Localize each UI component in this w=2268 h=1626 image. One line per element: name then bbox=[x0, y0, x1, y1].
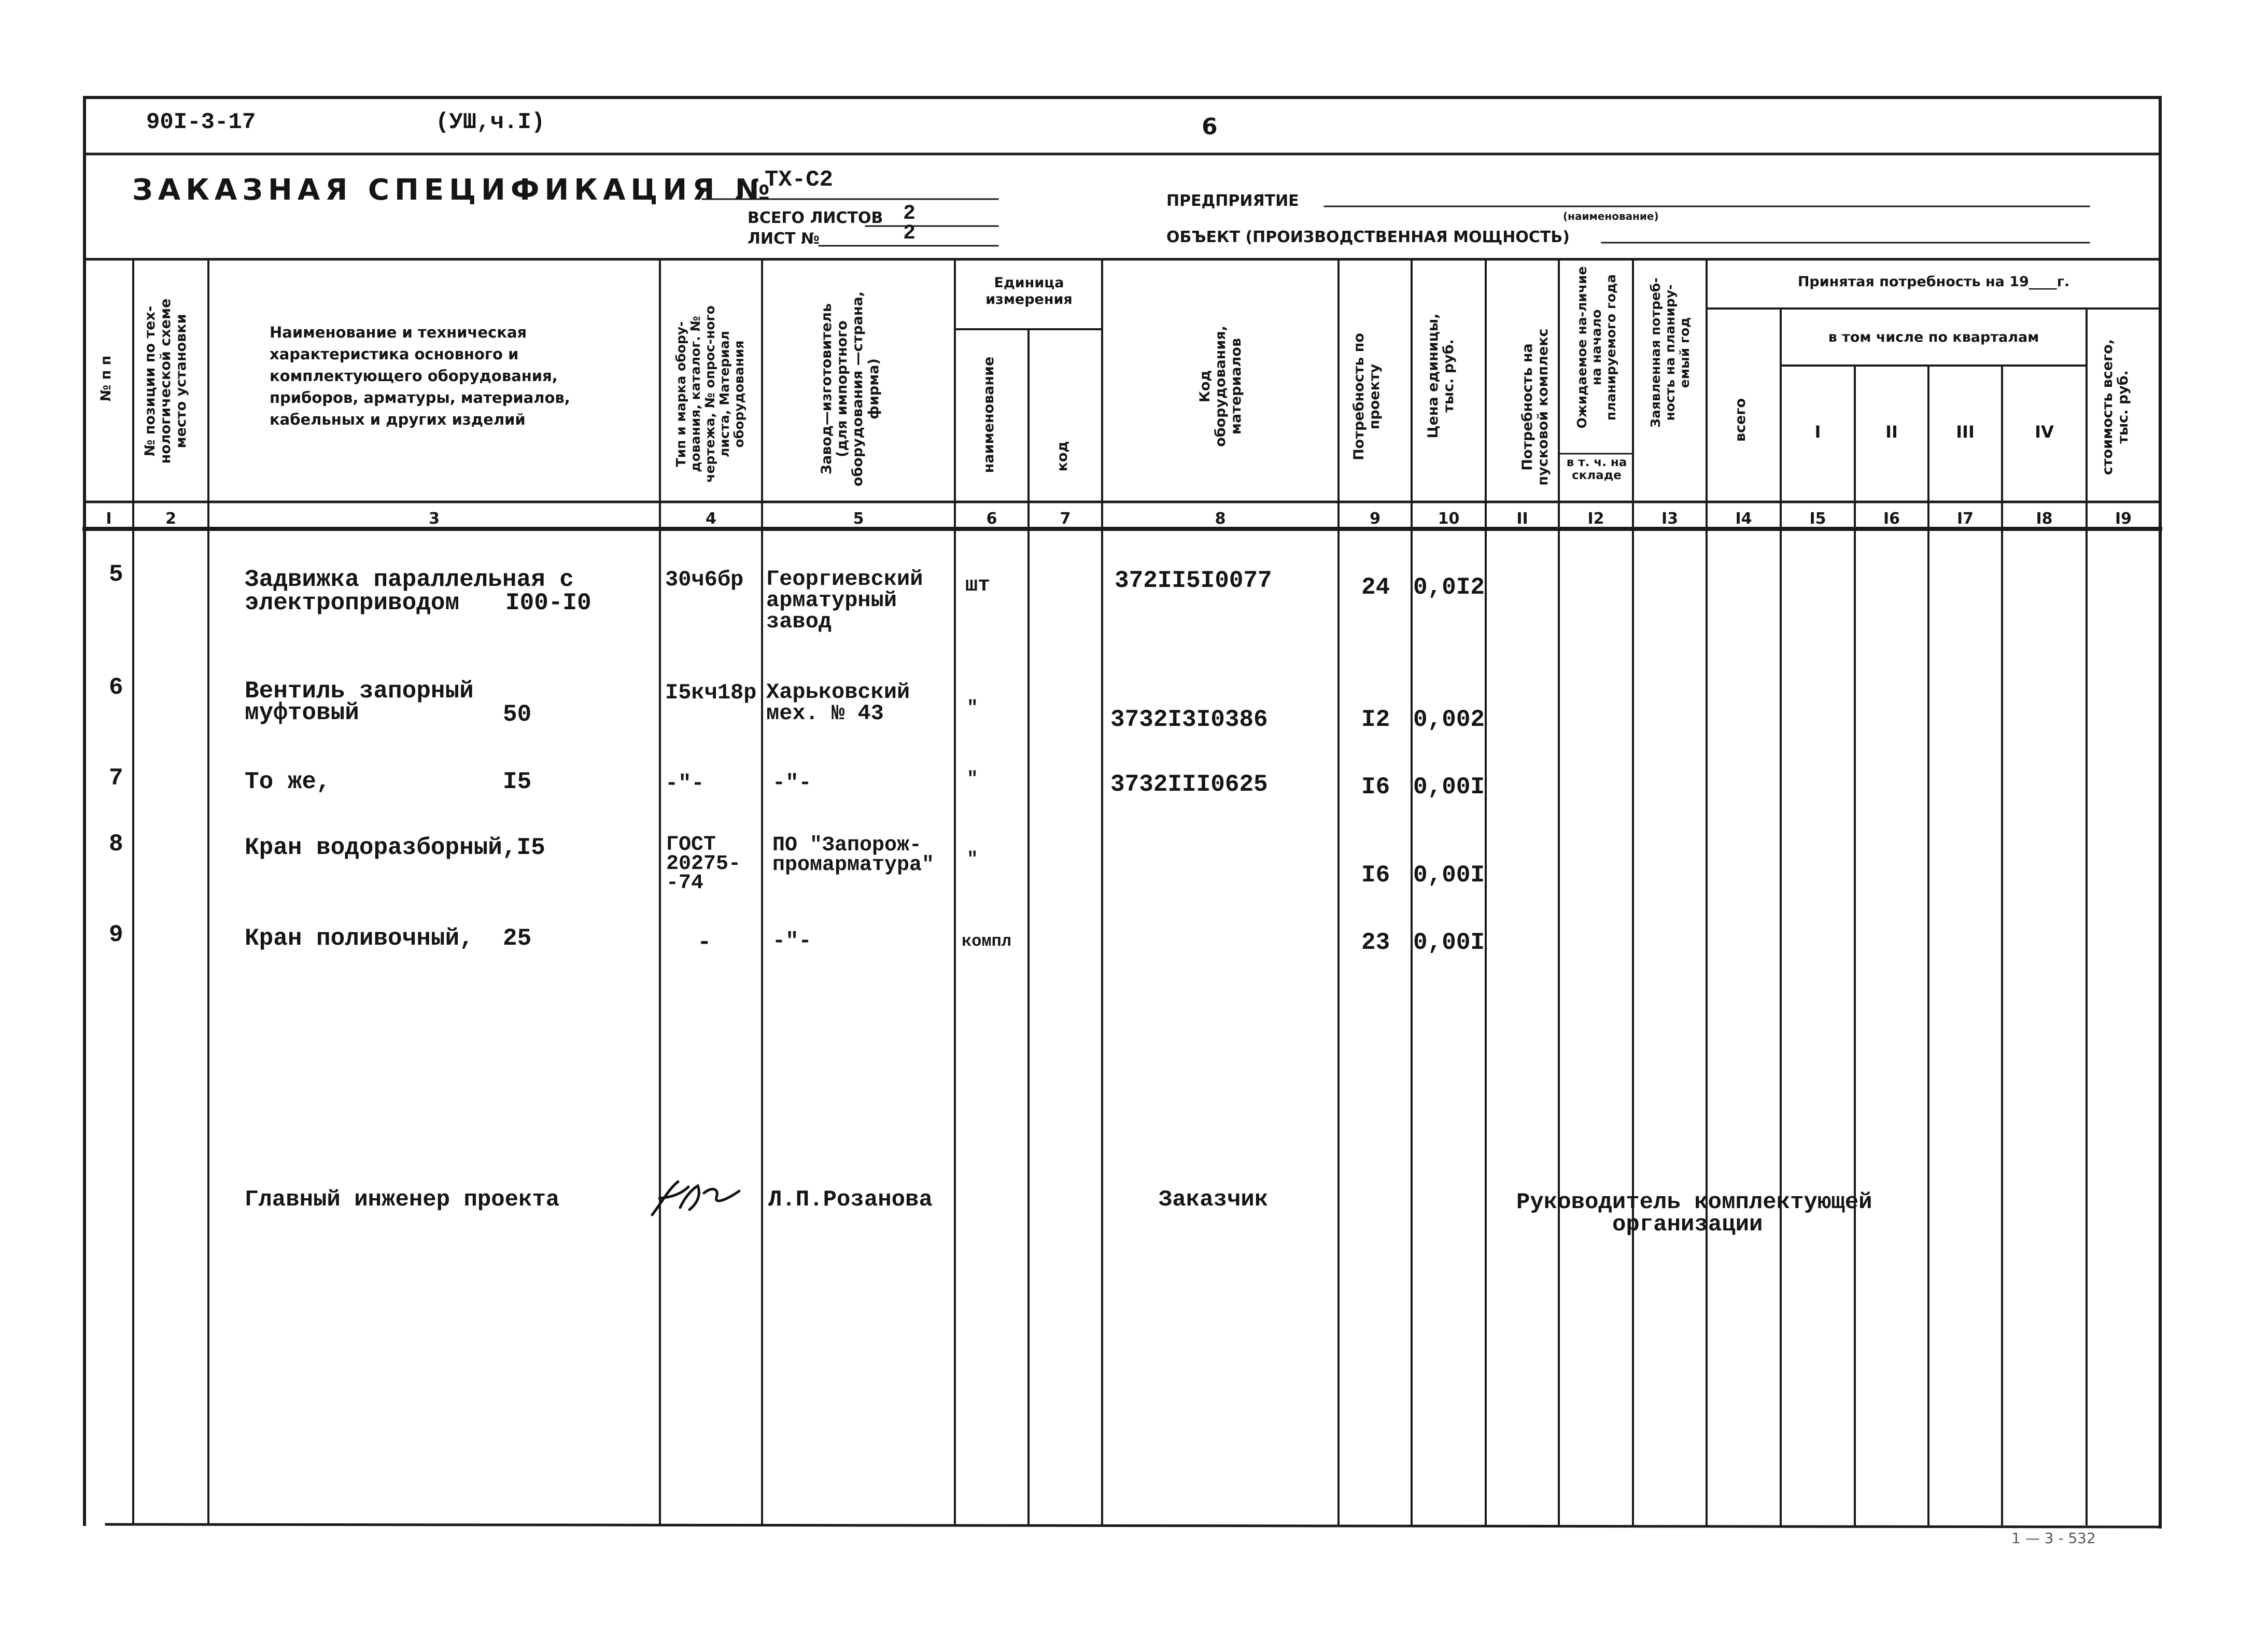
item-unit-price: 0,0I2 bbox=[1413, 574, 1485, 601]
column-number: 6 bbox=[986, 510, 997, 528]
enterprise-label: ПРЕДПРИЯТИЕ bbox=[1166, 192, 1299, 210]
item-unit: " bbox=[967, 768, 978, 790]
item-size: 50 bbox=[503, 701, 532, 728]
item-size: I00-I0 bbox=[505, 590, 591, 616]
item-equipment-code: 3732III0625 bbox=[1110, 771, 1268, 798]
item-quantity: I2 bbox=[1361, 706, 1390, 733]
row-number: 8 bbox=[109, 831, 123, 858]
item-name-line1: Кран поливочный, bbox=[245, 925, 474, 952]
spec-number: ТХ-С2 bbox=[765, 167, 834, 193]
volume-reference: (УШ,ч.I) bbox=[435, 109, 545, 135]
header-position: № позиции по тех-нологической схеме место установки bbox=[142, 298, 190, 464]
header-declared-demand: Заявленная потреб-ность на планиру-емый год bbox=[1648, 277, 1692, 428]
header-unit-name: наименование bbox=[981, 356, 997, 473]
header-row-number: № п п bbox=[98, 355, 114, 402]
item-unit: шт bbox=[965, 574, 991, 597]
header-total: всего bbox=[1732, 398, 1749, 442]
row-number: 6 bbox=[109, 674, 123, 701]
item-name-line1: Вентиль запорный bbox=[245, 678, 474, 705]
item-unit: компл bbox=[962, 932, 1012, 951]
sheet-label: ЛИСТ № bbox=[748, 230, 820, 248]
chief-engineer-name: Л.П.Розанова bbox=[768, 1187, 933, 1213]
column-number: II bbox=[1516, 510, 1528, 528]
column-number: I9 bbox=[2115, 510, 2132, 528]
column-number: 9 bbox=[1370, 510, 1380, 528]
item-quantity: 23 bbox=[1361, 929, 1390, 956]
header-in-warehouse: в т. ч. на складе bbox=[1566, 456, 1627, 483]
header-project-demand: Потребность по проекту bbox=[1351, 333, 1383, 460]
item-name-line1: То же, bbox=[245, 768, 331, 795]
column-number: I6 bbox=[1883, 510, 1900, 528]
item-unit-price: 0,002 bbox=[1413, 706, 1485, 733]
header-accepted-group: Принятая потребность на 19____г. bbox=[1797, 274, 2070, 290]
item-type: ГОСТ 20275- -74 bbox=[666, 833, 741, 895]
column-number: 8 bbox=[1215, 510, 1226, 528]
item-size: 25 bbox=[503, 925, 532, 952]
item-quantity: 24 bbox=[1361, 574, 1390, 601]
page-number: 6 bbox=[1202, 114, 1218, 140]
header-type-brand: Тип и марка обору-дования, каталог. № чертежа, № опрос-ного листа, Материал оборудования bbox=[673, 305, 746, 483]
item-manufacturer: Георгиевский арматурный завод bbox=[766, 567, 923, 635]
document-code: 90I-3-17 bbox=[146, 109, 256, 135]
footer-archive-mark: 1 — 3 - 532 bbox=[2011, 1530, 2096, 1547]
supplier-label-line1: Руководитель комплектующей bbox=[1516, 1189, 1872, 1215]
item-name-line2: электроприводом bbox=[245, 590, 460, 616]
header-expected-stock: Ожидаемое на-личие на начало планируемого года bbox=[1574, 266, 1618, 429]
form-title: ЗАКАЗНАЯ СПЕЦИФИКАЦИЯ № bbox=[132, 173, 776, 207]
column-number: 3 bbox=[429, 510, 440, 528]
column-number: 2 bbox=[165, 510, 176, 528]
item-name-line1: Кран водоразборный,I5 bbox=[245, 834, 545, 861]
column-number: I bbox=[106, 510, 112, 528]
column-number: I5 bbox=[1809, 510, 1826, 528]
supplier-label-line2: организации bbox=[1612, 1212, 1763, 1238]
column-number: 4 bbox=[706, 510, 716, 528]
column-number: I3 bbox=[1661, 510, 1679, 528]
total-sheets-value: 2 bbox=[903, 202, 916, 226]
naming-hint: (наименование) bbox=[1563, 210, 1659, 222]
chief-engineer-label: Главный инженер проекта bbox=[245, 1187, 560, 1213]
item-equipment-code: 372II5I0077 bbox=[1115, 567, 1272, 594]
column-number: 5 bbox=[853, 510, 864, 528]
header-unit-group: Единица измерения bbox=[985, 275, 1073, 307]
customer-label: Заказчик bbox=[1159, 1187, 1269, 1213]
header-unit-code: код bbox=[1054, 441, 1070, 472]
item-type: - bbox=[697, 929, 712, 956]
header-startup-demand: Потребность на пусковой комплекс bbox=[1519, 328, 1552, 486]
item-type: I5кч18р bbox=[665, 680, 757, 705]
item-equipment-code: 3732I3I0386 bbox=[1110, 706, 1268, 733]
item-unit-price: 0,00I bbox=[1413, 862, 1485, 889]
header-quarters-group: в том числе по кварталам bbox=[1828, 329, 2039, 345]
header-quarter-1: I bbox=[1814, 422, 1821, 442]
header-manufacturer: Завод—изготовитель (для импортного оборудования —страна, фирма) bbox=[819, 291, 882, 487]
header-cost: стоимость всего, тыс. руб. bbox=[2100, 339, 2132, 475]
column-number: 10 bbox=[1438, 510, 1460, 528]
sheet-value: 2 bbox=[903, 222, 916, 245]
header-quarter-2: II bbox=[1885, 422, 1898, 442]
item-manufacturer: -"- bbox=[772, 770, 812, 795]
header-quarter-3: III bbox=[1956, 422, 1975, 442]
column-number: I4 bbox=[1735, 510, 1752, 528]
header-name-description: Наименование и техническая характеристика основного и комплектующего оборудования, приборов, арматуры, материалов, кабельных и других изделий bbox=[270, 324, 570, 429]
column-number: I7 bbox=[1956, 510, 1974, 528]
item-name-line2: муфтовый bbox=[245, 699, 359, 726]
header-quarter-4: IV bbox=[2035, 422, 2054, 442]
column-number: I8 bbox=[2036, 510, 2053, 528]
total-sheets-label: ВСЕГО ЛИСТОВ bbox=[748, 209, 883, 227]
handwritten-signature bbox=[648, 1174, 746, 1221]
item-name-line1: Задвижка параллельная с bbox=[245, 566, 574, 593]
item-quantity: I6 bbox=[1361, 862, 1390, 889]
row-number: 7 bbox=[109, 765, 123, 792]
item-unit-price: 0,00I bbox=[1413, 929, 1485, 956]
row-number: 5 bbox=[109, 561, 123, 588]
item-manufacturer: -"- bbox=[772, 929, 812, 954]
item-size: I5 bbox=[503, 768, 532, 795]
column-number: 7 bbox=[1060, 510, 1071, 528]
column-number: I2 bbox=[1587, 510, 1604, 528]
item-manufacturer: ПО "Запорож- промарматура" bbox=[772, 834, 935, 877]
item-type: -"- bbox=[665, 771, 705, 796]
item-unit-price: 0,00I bbox=[1413, 774, 1485, 801]
item-type: 30ч6бр bbox=[665, 567, 744, 592]
item-unit: " bbox=[967, 697, 978, 719]
header-equipment-code: Код оборудования, материалов bbox=[1197, 326, 1245, 447]
item-unit: " bbox=[967, 849, 978, 870]
item-quantity: I6 bbox=[1361, 774, 1390, 801]
row-number: 9 bbox=[109, 921, 123, 948]
item-manufacturer: Харьковский мех. № 43 bbox=[766, 680, 910, 726]
header-unit-price: Цена единицы, тыс. руб. bbox=[1425, 313, 1457, 439]
object-label: ОБЪЕКТ (ПРОИЗВОДСТВЕННАЯ МОЩНОСТЬ) bbox=[1166, 228, 1570, 246]
